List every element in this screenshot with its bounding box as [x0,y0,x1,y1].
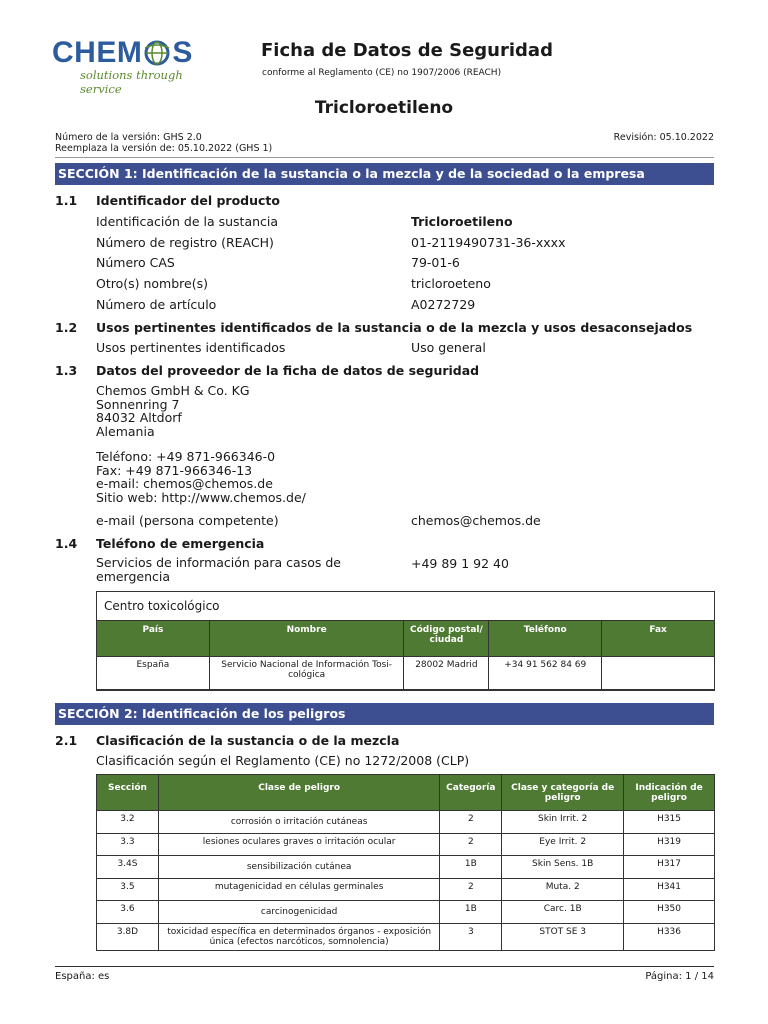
logo-text-post: S [172,36,193,69]
header-divider [55,157,714,158]
table-cell: España [97,657,210,691]
document-title: Ficha de Datos de Seguridad [261,40,553,61]
hazard-classification-table [96,774,715,951]
column-header: Clase de peligro [158,775,439,811]
address-line: 84032 Altdorf [96,410,182,425]
column-header: Fax [602,621,715,657]
value-identified-uses: Uso general [411,340,486,355]
column-header: Nombre [209,621,404,657]
value-article-number: A0272729 [411,297,476,312]
table-row: 3.6 carcinogenicidad 1B Carc. 1B H350 [97,901,715,924]
column-header: Código postal/ ciudad [404,621,489,657]
column-header: Clase y categoría de peligro [502,775,624,811]
subsection-1-2-heading: 1.2 Usos pertinentes identificados de la sustancia o de la mezcla y usos desaconsejados [55,320,693,335]
globe-icon [143,39,171,67]
version-info [55,132,272,154]
label-identified-uses: Usos pertinentes identificados [96,340,286,355]
table-cell [602,657,715,691]
logo-text-pre: CHEM [52,36,143,69]
subsection-2-1-heading: 2.1 Clasificación de la sustancia o de la mezcla [55,733,400,748]
website-line: Sitio web: http://www.chemos.de/ [96,489,306,505]
table-cell: +34 91 562 84 69 [489,657,602,691]
column-header: Categoría [440,775,502,811]
value-reach-number: 01-2119490731-36-xxxx [411,235,566,250]
revision-date: Revisión: 05.10.2022 [613,132,714,143]
footer-divider [55,966,714,967]
fax-line: Fax: +49 871-966346-13 [96,462,253,478]
address-line: Alemania [96,423,155,439]
clp-classification-label: Clasificación según el Reglamento (CE) no 1272/2008 (CLP) [96,753,470,768]
poison-center-caption: Centro toxicológico [104,599,220,613]
label-reach-number: Número de registro (REACH) [96,235,274,250]
logo-tagline: solutions through service [80,68,183,96]
supplier-contact [96,450,306,504]
value-competent-email: chemos@chemos.de [411,513,541,528]
subsection-1-4-heading: 1.4 Teléfono de emergencia [55,536,265,551]
value-emergency-phone: +49 89 1 92 40 [411,556,509,571]
address-line: Sonnenring 7 [96,396,180,412]
value-substance-id: Tricloroetileno [411,214,513,229]
subsection-1-1-heading: 1.1 Identificador del producto [55,193,280,208]
poison-center-box [96,591,715,690]
table-cell: Servicio Nacional de Información Tosi- cológica [209,657,404,691]
substance-title: Tricloroetileno [314,98,454,118]
table-row: 3.3 lesiones oculares graves o irritación ocular 2 Eye Irrit. 2 H319 [97,833,715,856]
replaces-version: Reemplaza la versión de: 05.10.2022 (GHS 1) [55,143,273,154]
chemos-logo [52,36,222,96]
table-row: 3.4S sensibilización cutánea 1B Skin Sens. 1B H317 [97,856,715,879]
label-cas-number: Número CAS [96,255,175,270]
logo-wordmark [52,38,222,68]
label-article-number: Número de artículo [96,297,217,312]
table-row: 3.8D toxicidad específica en determinados órganos - exposición única (efectos narcóticos, somnolencia) 3 STOT SE 3 H336 [97,923,715,950]
phone-line: Teléfono: +49 871-966346-0 [96,449,276,464]
label-substance-id: Identificación de la sustancia [96,214,279,229]
subsection-1-3-heading: 1.3 Datos del proveedor de la ficha de datos de seguridad [55,363,480,378]
version-number: Número de la versión: GHS 2.0 [55,132,202,143]
supplier-address [96,384,250,438]
value-cas-number: 79-01-6 [411,255,460,270]
section-1-header: SECCIÓN 1: Identificación de la sustancia o la mezcla y de la sociedad o la empresa [55,163,714,185]
address-line: Chemos GmbH & Co. KG [96,383,250,398]
label-emergency-services: Servicios de información para casos de emergencia [96,555,341,584]
table-row: 3.2 corrosión o irritación cutáneas 2 Skin Irrit. 2 H315 [97,811,715,834]
footer-locale: España: es [55,971,110,982]
column-header: Indicación de peligro [624,775,715,811]
label-other-names: Otro(s) nombre(s) [96,276,208,291]
email-line: e-mail: chemos@chemos.de [96,476,273,491]
table-cell: 28002 Madrid [404,657,489,691]
table-row [97,657,715,691]
section-2-header: SECCIÓN 2: Identificación de los peligros [55,703,714,725]
poison-center-table [96,620,715,691]
column-header: Sección [97,775,159,811]
table-row: 3.5 mutagenicidad en células germinales 2 Muta. 2 H341 [97,878,715,901]
column-header: Teléfono [489,621,602,657]
column-header: País [97,621,210,657]
label-competent-email: e-mail (persona competente) [96,513,279,528]
table-header-row [97,775,715,811]
footer-page-number: Página: 1 / 14 [645,971,714,982]
document-subtitle: conforme al Reglamento (CE) no 1907/2006 (REACH) [262,68,502,78]
value-other-names: tricloroeteno [411,276,491,291]
table-header-row [97,621,715,657]
